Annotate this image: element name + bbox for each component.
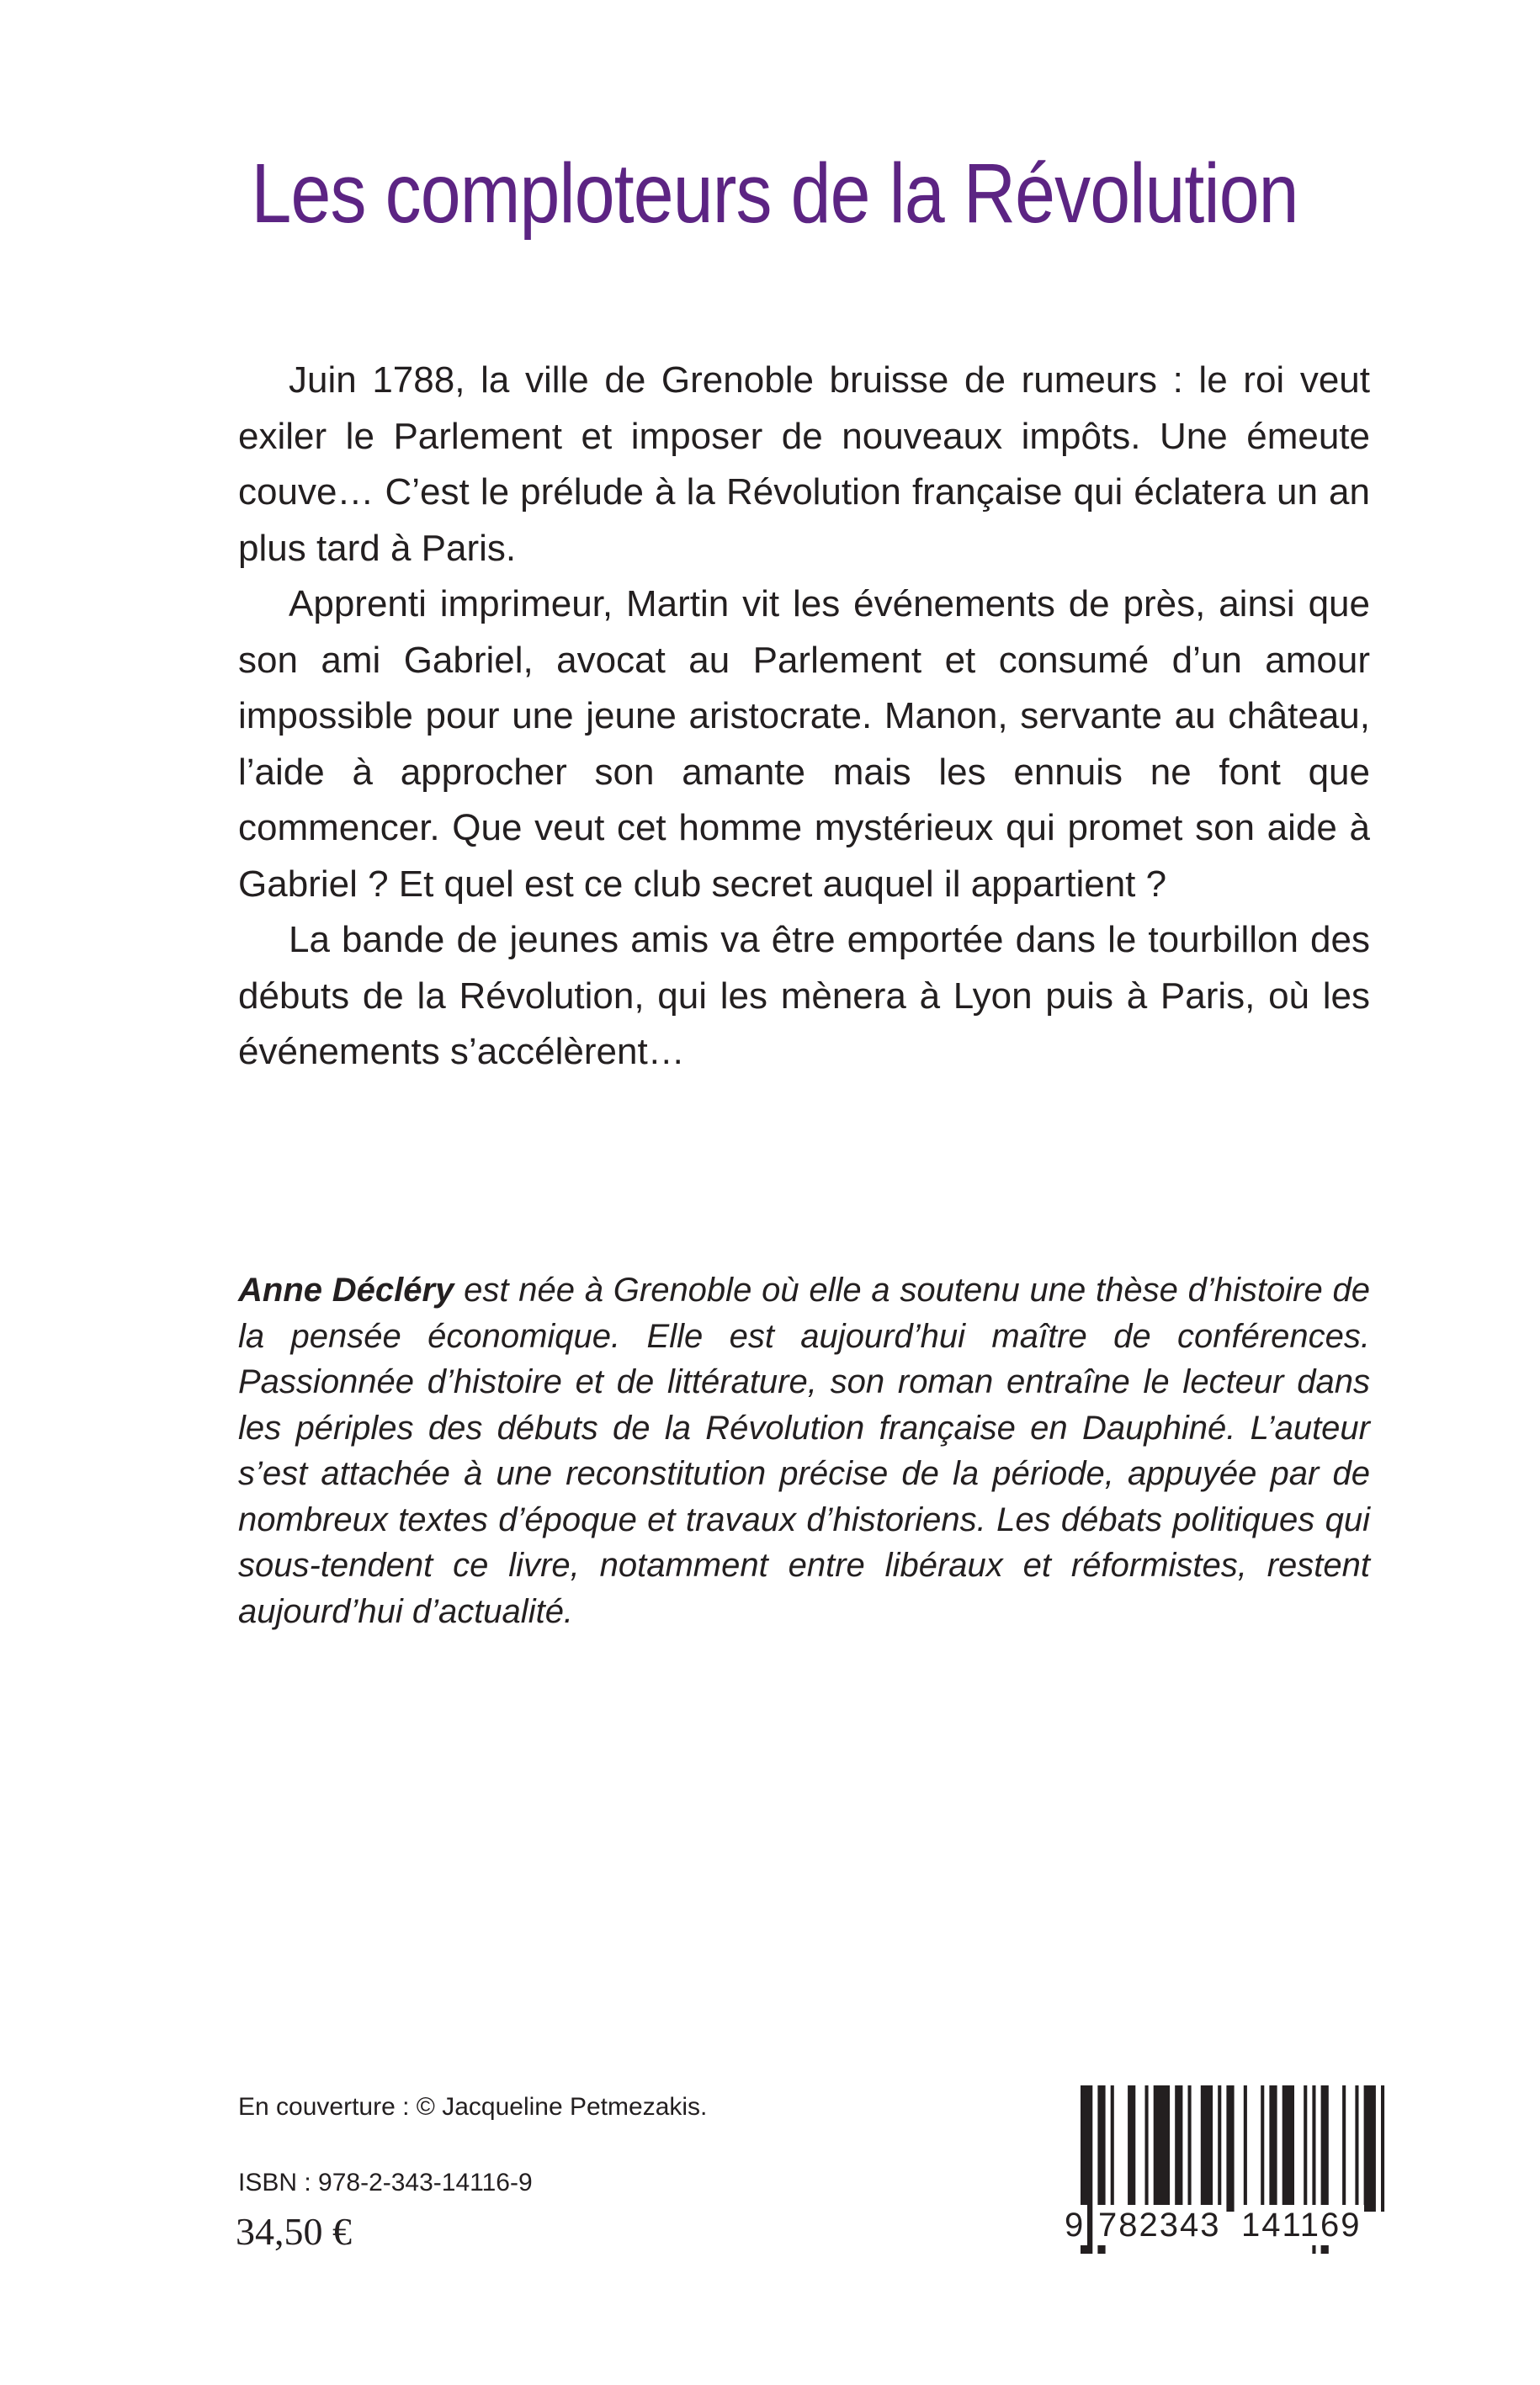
barcode-bar: [1261, 2085, 1264, 2212]
blurb-paragraph: La bande de jeunes amis va être emportée dans le tourbillon des débuts de la Révolution, qui les mènera à Lyon puis à Paris, où les événements s’accélèrent…: [238, 919, 1370, 1072]
barcode-bar: [1304, 2085, 1307, 2212]
barcode-bar: [1154, 2085, 1170, 2212]
barcode-bar: [1226, 2085, 1234, 2212]
barcode-bar: [1201, 2085, 1213, 2212]
barcode-bar: [1175, 2085, 1182, 2212]
barcode-bar: [1218, 2085, 1221, 2212]
barcode-right-digits: 141169: [1239, 2205, 1364, 2245]
barcode-bar: [1188, 2085, 1192, 2212]
author-bio: [238, 1267, 1370, 1634]
barcode-bar: [1269, 2085, 1277, 2212]
price: 34,50 €: [236, 2210, 352, 2253]
barcode-bar: [1128, 2085, 1135, 2212]
barcode-lead-digit: 9: [1062, 2205, 1087, 2245]
barcode-bar: [1364, 2085, 1376, 2212]
barcode-left-digits: 782343: [1096, 2205, 1223, 2245]
author-bio-text: est née à Grenoble où elle a soutenu une thèse d’histoire de la pensée économique. Elle est aujourd’hui maître de conférences. Passionnée d’histoire et de littérature, son roman entraîne le lecteur dans les périples des débuts de la Révolution française en Dauphiné. L’auteur s’est attachée à une reconstitution précise de la période, appuyée par de nombreux textes d’époque et travaux d’historiens. Les débats politiques qui sous-tendent ce livre, notamment entre libéraux et réformistes, restent aujourd’hui d’actualité.: [238, 1272, 1370, 1630]
barcode-bar: [1355, 2085, 1358, 2212]
barcode-bar: [1145, 2085, 1149, 2212]
barcode-bar: [1244, 2085, 1247, 2212]
blurb-paragraph: Apprenti imprimeur, Martin vit les événements de près, ainsi que son ami Gabriel, avocat au Parlement et consumé d’un amour impossible pour une jeune aristocrate. Manon, servante au château, l’aide à approcher son amante mais les ennuis ne font que commencer. Que veut cet homme mystérieux qui promet son aide à Gabriel ? Et quel est ce club secret auquel il appartient ?: [238, 583, 1370, 905]
barcode-digits: [1062, 2205, 1387, 2255]
barcode-bar: [1381, 2085, 1384, 2212]
blurb-paragraph: Juin 1788, la ville de Grenoble bruisse de rumeurs : le roi veut exiler le Parlement et imposer de nouveaux impôts. Une émeute couve… C’est le prélude à la Révolution française qui éclatera un an plus tard à Paris.: [238, 359, 1370, 569]
book-title: Les comploteurs de la Révolution: [251, 146, 1298, 241]
isbn: ISBN : 978-2-343-14116-9: [238, 2169, 533, 2196]
back-cover-blurb: [238, 353, 1370, 1081]
barcode-bar: [1111, 2085, 1114, 2212]
barcode-bar: [1342, 2085, 1346, 2212]
author-name: Anne Décléry: [238, 1272, 454, 1309]
barcode-bar: [1282, 2085, 1294, 2212]
cover-credit: En couverture : © Jacqueline Petmezakis.: [238, 2093, 708, 2121]
